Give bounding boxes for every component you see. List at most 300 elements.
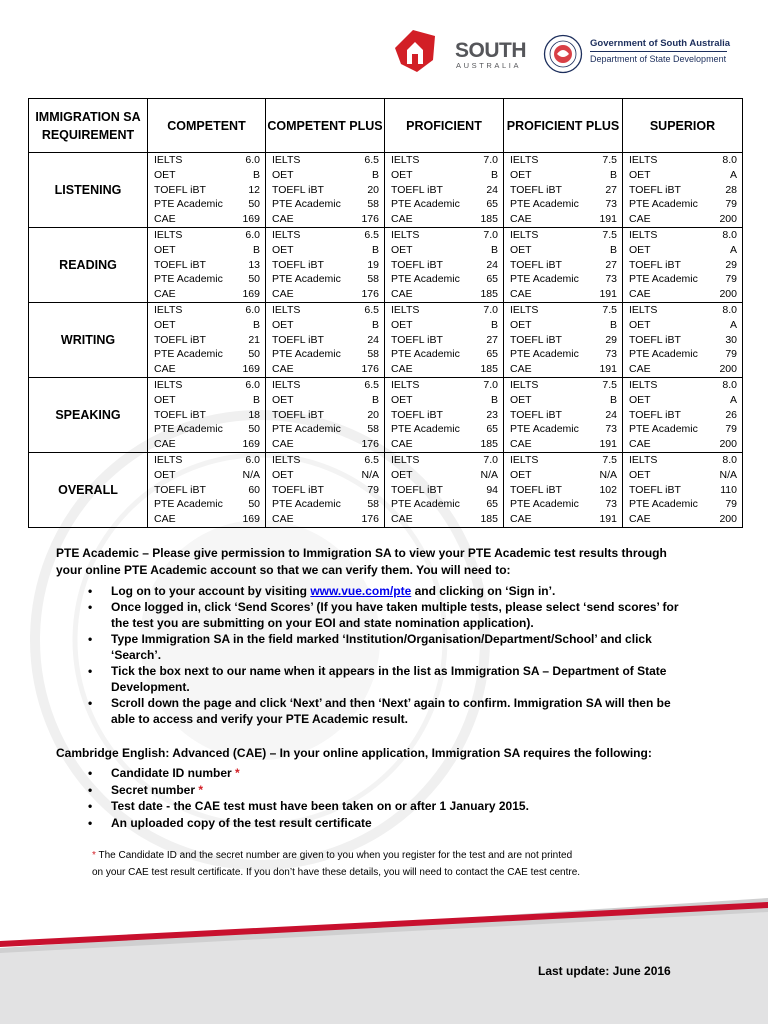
- row-label: SPEAKING: [29, 377, 148, 452]
- test-score: 50: [248, 198, 260, 211]
- score-line: [272, 362, 379, 377]
- score-line: [629, 168, 737, 183]
- test-name: IELTS: [629, 154, 658, 166]
- test-name: IELTS: [510, 378, 539, 391]
- footer-band: [0, 880, 768, 1024]
- score-line: [510, 468, 617, 483]
- test-name: TOEFL iBT: [510, 483, 562, 496]
- test-name: TOEFL iBT: [391, 408, 443, 421]
- test-score: 29: [605, 333, 617, 346]
- score-line: [272, 393, 379, 408]
- test-score: 110: [720, 483, 737, 496]
- table-row: [29, 377, 743, 452]
- test-score: 169: [242, 438, 260, 451]
- list-item: [88, 583, 692, 599]
- test-name: IELTS: [629, 303, 658, 316]
- score-line: [391, 408, 498, 423]
- test-score: 79: [725, 198, 737, 211]
- test-score: 20: [367, 408, 379, 421]
- test-name: PTE Academic: [629, 198, 698, 211]
- score-line: [272, 258, 379, 273]
- test-name: IELTS: [154, 303, 183, 316]
- score-cell: [504, 377, 623, 452]
- test-score: 79: [367, 483, 379, 496]
- list-item: [88, 782, 692, 799]
- score-line: [272, 287, 379, 302]
- test-name: IELTS: [391, 303, 420, 316]
- english-requirements-table: [28, 98, 743, 528]
- test-name: TOEFL iBT: [272, 183, 324, 196]
- score-line: [629, 228, 737, 243]
- row-label: LISTENING: [29, 153, 148, 228]
- test-score: 6.5: [364, 154, 379, 166]
- score-line: [154, 318, 260, 333]
- test-score: 50: [248, 423, 260, 436]
- score-cell: [385, 302, 504, 377]
- score-line: [629, 287, 737, 302]
- test-name: PTE Academic: [510, 348, 579, 361]
- score-line: [391, 437, 498, 452]
- score-line: [629, 258, 737, 273]
- test-name: OET: [272, 318, 294, 331]
- test-score: 30: [725, 333, 737, 346]
- test-score: 102: [599, 483, 617, 496]
- score-line: [510, 243, 617, 258]
- score-line: [629, 303, 737, 318]
- score-line: [629, 422, 737, 437]
- test-name: CAE: [391, 213, 413, 226]
- row-label: READING: [29, 227, 148, 302]
- score-cell: [504, 227, 623, 302]
- score-line: [510, 453, 617, 468]
- score-line: [510, 272, 617, 287]
- test-name: OET: [510, 243, 532, 256]
- test-score: 27: [486, 333, 498, 346]
- score-line: [629, 212, 737, 227]
- score-line: [391, 153, 498, 168]
- item-text: Secret number: [111, 782, 196, 797]
- score-line: [629, 408, 737, 423]
- list-item: [88, 765, 692, 782]
- footnote-line: [92, 847, 692, 864]
- test-name: TOEFL iBT: [272, 483, 324, 496]
- test-name: OET: [272, 393, 294, 406]
- score-line: [510, 197, 617, 212]
- required-asterisk: *: [198, 782, 204, 797]
- test-score: 27: [605, 258, 617, 271]
- test-name: OET: [391, 393, 413, 406]
- test-score: N/A: [361, 468, 379, 481]
- test-score: 7.0: [483, 303, 498, 316]
- test-name: TOEFL iBT: [510, 183, 562, 196]
- score-line: [391, 228, 498, 243]
- test-score: 185: [480, 213, 498, 226]
- score-line: [629, 183, 737, 198]
- item-text: Test date - the CAE test must have been taken on or after 1 January 2015.: [111, 799, 529, 813]
- score-line: [629, 497, 737, 512]
- test-score: B: [490, 168, 498, 181]
- test-score: B: [609, 318, 617, 331]
- test-name: CAE: [154, 438, 176, 451]
- score-line: [391, 287, 498, 302]
- test-score: 79: [725, 498, 737, 511]
- score-line: [154, 512, 260, 527]
- test-name: IELTS: [272, 228, 301, 241]
- test-score: 6.5: [364, 378, 379, 391]
- test-score: 26: [725, 408, 737, 421]
- test-name: IELTS: [391, 228, 420, 241]
- step-text: Type Immigration SA in the field marked ‘Institution/Organisation/Department/School’ and click ‘Search’.: [111, 632, 652, 662]
- test-name: TOEFL iBT: [154, 333, 206, 346]
- test-score: 7.0: [483, 453, 498, 466]
- test-score: 6.0: [245, 378, 260, 391]
- score-line: [154, 408, 260, 423]
- test-score: B: [609, 393, 617, 406]
- test-score: 7.5: [602, 453, 617, 466]
- test-name: OET: [629, 243, 651, 256]
- test-name: IELTS: [629, 378, 658, 391]
- score-line: [154, 153, 260, 168]
- score-line: [391, 362, 498, 377]
- score-line: [510, 422, 617, 437]
- test-name: CAE: [629, 363, 651, 376]
- test-score: 24: [486, 183, 498, 196]
- test-score: 6.5: [364, 303, 379, 316]
- test-name: PTE Academic: [391, 198, 460, 211]
- test-score: 185: [480, 363, 498, 376]
- test-name: CAE: [272, 363, 294, 376]
- test-score: 8.0: [722, 453, 737, 466]
- score-line: [391, 512, 498, 527]
- test-score: 24: [605, 408, 617, 421]
- score-line: [510, 347, 617, 362]
- score-line: [391, 378, 498, 393]
- test-score: 185: [480, 513, 498, 526]
- test-name: TOEFL iBT: [510, 333, 562, 346]
- score-line: [510, 378, 617, 393]
- test-score: 200: [719, 288, 737, 301]
- test-score: 73: [605, 498, 617, 511]
- test-name: IELTS: [272, 453, 301, 466]
- test-score: B: [371, 318, 379, 331]
- test-score: 7.5: [602, 378, 617, 391]
- row-label: OVERALL: [29, 452, 148, 527]
- test-score: 169: [242, 288, 260, 301]
- test-score: B: [252, 243, 260, 256]
- score-line: [272, 512, 379, 527]
- test-score: A: [729, 243, 737, 256]
- table-row: [29, 153, 743, 228]
- test-name: CAE: [510, 288, 532, 301]
- score-line: [272, 468, 379, 483]
- score-line: [391, 468, 498, 483]
- table-row: [29, 302, 743, 377]
- test-score: B: [490, 318, 498, 331]
- test-name: IELTS: [272, 378, 301, 391]
- test-name: CAE: [510, 213, 532, 226]
- score-line: [272, 153, 379, 168]
- score-line: [510, 483, 617, 498]
- test-score: N/A: [242, 468, 260, 481]
- test-name: OET: [629, 168, 651, 181]
- test-name: TOEFL iBT: [272, 258, 324, 271]
- test-score: 27: [605, 183, 617, 196]
- test-score: 50: [248, 348, 260, 361]
- score-cell: [623, 452, 743, 527]
- test-name: CAE: [510, 438, 532, 451]
- test-score: 73: [605, 423, 617, 436]
- score-line: [154, 362, 260, 377]
- score-cell: [385, 153, 504, 228]
- test-name: CAE: [272, 438, 294, 451]
- test-name: CAE: [629, 513, 651, 526]
- score-line: [154, 422, 260, 437]
- test-score: 169: [242, 513, 260, 526]
- footnote-asterisk: *: [92, 850, 96, 861]
- bullet-icon: •: [88, 664, 93, 678]
- row-label: WRITING: [29, 302, 148, 377]
- test-name: PTE Academic: [510, 423, 579, 436]
- cae-requirements-list: [88, 765, 692, 831]
- score-line: [391, 333, 498, 348]
- test-name: IELTS: [629, 453, 658, 466]
- test-score: 6.0: [245, 154, 260, 166]
- test-name: PTE Academic: [629, 348, 698, 361]
- test-score: A: [729, 393, 737, 406]
- score-line: [510, 333, 617, 348]
- bullet-icon: •: [88, 799, 93, 813]
- test-score: 7.0: [483, 228, 498, 241]
- test-name: PTE Academic: [629, 498, 698, 511]
- score-line: [272, 212, 379, 227]
- table-row: [29, 452, 743, 527]
- test-name: OET: [154, 318, 176, 331]
- score-line: [629, 468, 737, 483]
- test-name: OET: [272, 168, 294, 181]
- test-name: TOEFL iBT: [391, 333, 443, 346]
- test-name: IELTS: [391, 154, 420, 166]
- test-score: 6.0: [245, 228, 260, 241]
- test-score: 185: [480, 288, 498, 301]
- test-score: 6.5: [364, 228, 379, 241]
- department-name: Department of State Development: [590, 54, 727, 64]
- score-cell: [504, 153, 623, 228]
- test-score: 65: [486, 348, 498, 361]
- heading-divider: [590, 51, 727, 52]
- test-name: PTE Academic: [272, 498, 341, 511]
- score-cell: [266, 377, 385, 452]
- score-cell: [266, 227, 385, 302]
- test-score: 28: [725, 183, 737, 196]
- test-score: 200: [719, 363, 737, 376]
- test-name: PTE Academic: [154, 273, 223, 286]
- list-item: [88, 815, 692, 832]
- test-name: OET: [510, 393, 532, 406]
- test-name: CAE: [629, 213, 651, 226]
- test-name: IELTS: [510, 303, 539, 316]
- test-name: TOEFL iBT: [154, 408, 206, 421]
- score-line: [510, 287, 617, 302]
- score-line: [154, 258, 260, 273]
- test-name: PTE Academic: [510, 198, 579, 211]
- pte-intro: [56, 545, 696, 578]
- score-line: [154, 347, 260, 362]
- score-line: [272, 197, 379, 212]
- score-line: [154, 333, 260, 348]
- test-name: CAE: [510, 513, 532, 526]
- test-score: 50: [248, 273, 260, 286]
- test-score: 65: [486, 198, 498, 211]
- pte-steps-list: [88, 583, 692, 727]
- score-line: [154, 378, 260, 393]
- test-score: 200: [719, 438, 737, 451]
- test-score: 12: [248, 183, 260, 196]
- score-cell: [148, 452, 266, 527]
- score-line: [272, 228, 379, 243]
- test-name: PTE Academic: [272, 348, 341, 361]
- score-line: [272, 422, 379, 437]
- test-score: 73: [605, 273, 617, 286]
- score-line: [154, 212, 260, 227]
- test-name: PTE Academic: [272, 198, 341, 211]
- test-name: OET: [154, 393, 176, 406]
- last-update-text: Last update: June 2016: [538, 964, 671, 978]
- test-score: 60: [248, 483, 260, 496]
- score-line: [272, 183, 379, 198]
- test-name: TOEFL iBT: [154, 258, 206, 271]
- score-cell: [623, 377, 743, 452]
- test-name: TOEFL iBT: [391, 258, 443, 271]
- test-score: 6.0: [245, 303, 260, 316]
- score-line: [391, 272, 498, 287]
- score-line: [391, 243, 498, 258]
- score-cell: [266, 302, 385, 377]
- test-score: 20: [367, 183, 379, 196]
- test-score: 8.0: [722, 303, 737, 316]
- score-line: [391, 212, 498, 227]
- footnote-line: on your CAE test result certificate. If you don’t have these details, you will need to contact the CAE test centre.: [92, 867, 581, 878]
- test-name: TOEFL iBT: [629, 258, 681, 271]
- score-line: [629, 272, 737, 287]
- test-name: PTE Academic: [391, 498, 460, 511]
- vue-link[interactable]: www.vue.com/pte: [310, 584, 412, 598]
- score-line: [510, 183, 617, 198]
- test-score: 7.5: [602, 303, 617, 316]
- test-score: 7.0: [483, 378, 498, 391]
- test-name: IELTS: [391, 378, 420, 391]
- score-line: [510, 512, 617, 527]
- score-line: [629, 243, 737, 258]
- item-text: Candidate ID number: [111, 766, 232, 780]
- score-line: [391, 168, 498, 183]
- score-line: [629, 197, 737, 212]
- column-header: COMPETENT PLUS: [266, 99, 385, 153]
- test-score: 58: [367, 273, 379, 286]
- test-name: CAE: [510, 363, 532, 376]
- test-name: OET: [629, 318, 651, 331]
- cae-intro: Cambridge English: Advanced (CAE) – In your online application, Immigration SA requires the following:: [56, 746, 652, 760]
- bullet-icon: •: [88, 766, 93, 780]
- test-name: PTE Academic: [391, 273, 460, 286]
- score-line: [272, 347, 379, 362]
- test-name: TOEFL iBT: [629, 183, 681, 196]
- score-cell: [385, 452, 504, 527]
- test-name: CAE: [154, 213, 176, 226]
- required-asterisk: *: [235, 766, 240, 780]
- test-score: 50: [248, 498, 260, 511]
- test-score: N/A: [480, 468, 498, 481]
- test-score: 21: [248, 333, 260, 346]
- test-name: PTE Academic: [510, 498, 579, 511]
- test-score: 200: [719, 213, 737, 226]
- test-name: OET: [272, 468, 294, 481]
- test-score: 79: [725, 423, 737, 436]
- test-score: B: [252, 318, 260, 331]
- test-score: 169: [242, 363, 260, 376]
- score-line: [391, 303, 498, 318]
- test-name: OET: [510, 168, 532, 181]
- test-name: TOEFL iBT: [272, 333, 324, 346]
- score-line: [391, 183, 498, 198]
- score-line: [629, 512, 737, 527]
- score-line: [154, 303, 260, 318]
- score-line: [629, 333, 737, 348]
- test-name: PTE Academic: [629, 423, 698, 436]
- test-name: PTE Academic: [272, 273, 341, 286]
- test-score: 8.0: [722, 154, 737, 166]
- score-line: [510, 437, 617, 452]
- test-score: 79: [725, 348, 737, 361]
- test-name: CAE: [272, 213, 294, 226]
- score-line: [391, 197, 498, 212]
- column-header: SUPERIOR: [623, 99, 743, 153]
- score-line: [510, 212, 617, 227]
- table-row: [29, 227, 743, 302]
- test-name: CAE: [629, 288, 651, 301]
- score-line: [272, 272, 379, 287]
- score-cell: [148, 153, 266, 228]
- test-name: IELTS: [510, 453, 539, 466]
- score-line: [510, 228, 617, 243]
- test-score: A: [729, 168, 737, 181]
- test-score: 6.5: [364, 453, 379, 466]
- step-text: Tick the box next to our name when it appears in the list as Immigration SA – Department of State Development.: [111, 664, 667, 694]
- step-text: Once logged in, click ‘Send Scores’ (If you have taken multiple tests, please select ‘send scores’ for the test you are submitting on your EOI and state nomination application).: [111, 600, 679, 630]
- item-text: An uploaded copy of the test result certificate: [111, 815, 372, 830]
- score-line: [510, 393, 617, 408]
- test-score: 73: [605, 348, 617, 361]
- score-line: [154, 437, 260, 452]
- bullet-icon: •: [88, 600, 93, 614]
- score-line: [391, 497, 498, 512]
- test-score: 65: [486, 498, 498, 511]
- score-line: [510, 362, 617, 377]
- score-line: [629, 393, 737, 408]
- test-name: PTE Academic: [391, 348, 460, 361]
- test-score: B: [490, 393, 498, 406]
- test-name: CAE: [272, 513, 294, 526]
- test-name: CAE: [629, 438, 651, 451]
- test-name: TOEFL iBT: [629, 483, 681, 496]
- test-name: CAE: [154, 363, 176, 376]
- score-cell: [623, 302, 743, 377]
- test-score: 191: [599, 288, 617, 301]
- test-name: PTE Academic: [629, 273, 698, 286]
- test-score: 19: [367, 258, 379, 271]
- score-line: [629, 483, 737, 498]
- test-name: TOEFL iBT: [391, 483, 443, 496]
- test-name: CAE: [391, 513, 413, 526]
